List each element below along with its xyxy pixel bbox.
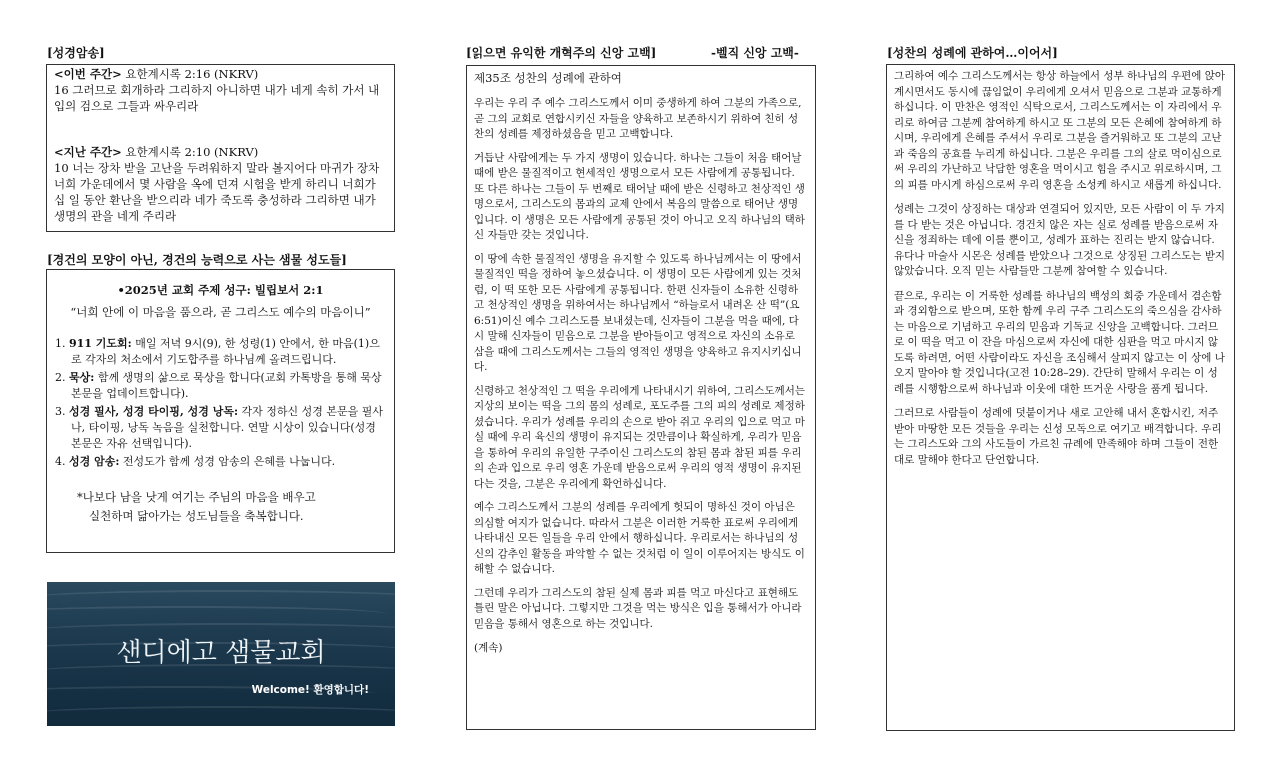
creed-paragraph: 그런데 우리가 그리스도의 참된 실제 몸과 피를 먹고 마신다고 표현해도 틀린 말은 아닙니다. 그렇지만 그것을 먹는 방식은 입을 통해서가 아니라 믿음을 통해서 영혼으로 하는 것입니다.	[474, 586, 802, 630]
creed-heading-right: -벨직 신앙 고백-	[711, 46, 799, 60]
item-text: 전성도가 함께 성경 암송의 은혜를 나눕니다.	[122, 455, 336, 468]
closing-line-2: 실천하며 닮아가는 성도님들을 축복합니다.	[89, 509, 304, 523]
welcome-text: Welcome! 환영합니다!	[251, 684, 369, 696]
item-text: 함께 생명의 삶으로 묵상을 합니다(교회 카톡방을 통해 묵상 본문을 업데이트합니다).	[71, 371, 382, 400]
memory-verse-box	[46, 64, 395, 232]
last-week-label: <지난 주간>	[54, 145, 122, 159]
creed-paragraph: 신령하고 천상적인 그 떡을 우리에게 나타내시기 위하여, 그리스도께서는 지상의 보이는 떡을 그의 몸의 성례로, 포도주를 그의 피의 성례로 제정하셨습니다. 우리가 성례를 우리의 손으로 받아 쥐고 우리의 입으로 먹고 마실 때에 우리 육신의 생명이 유지되는 것만큼이나 확실하게, 우리가 믿음을 통하여 우리의 유일한 구주이신 그리스도의 참된 몸과 참된 피를 우리의 손과 입으로 우리 영혼 가운데 받음으로써 우리의 영적 생명이 유지된다는 것을, 그분은 우리에게 확언하십니다.	[474, 384, 805, 490]
creed-paragraph: 거듭난 사람에게는 두 가지 생명이 있습니다. 하나는 그들이 처음 태어날 때에 받은 물질적이고 현세적인 생명으로서 모든 사람에게 공통됩니다. 또 다른 하나는 그들이 두 번째로 태어날 때에 받은 신령하고 천상적인 생명으로서, 그리스도의 몸과의 교제 안에서 복음의 말씀으로 태어난 생명입니다. 이 생명은 모든 사람에게 공통된 것이 아니고 오직 하나님의 택하신 자들만 갖는 것입니다.	[474, 151, 805, 241]
this-week-ref: 요한계시록 2:16 (NKRV)	[125, 67, 259, 81]
closing-blessing	[77, 488, 386, 526]
continuation-box	[886, 64, 1235, 731]
continuation-paragraph: 그리하여 예수 그리스도께서는 항상 하늘에서 성부 하나님의 우편에 앉아 계시면서도 동시에 끊임없이 우리에게 오셔서 믿음으로 그분과 교통하게 하십니다. 이 만찬은 영적인 식탁으로서, 그리스도께서는 이 자리에서 우리로 하여금 그분께 참여하게 하시고 또 그분의 모든 은혜에 참여하게 하시며, 우리에게 은혜를 주셔서 우리로 그분을 즐거워하고 또 그분의 고난과 죽음의 공효를 누리게 하십니다. 그분은 우리를 그의 살로 먹이심으로써 우리의 가난하고 낙담한 영혼을 먹이시고 힘을 주시고 위로하시며, 그의 피를 마시게 하심으로써 우리 영혼을 소성케 하시고 새롭게 하십니다.	[894, 70, 1225, 191]
list-item	[55, 454, 386, 470]
item-text: 매일 저녁 9시(9), 한 성령(1) 안에서, 한 마음(1)으로 각자의 처소에서 기도합주를 하나님께 올려드립니다.	[71, 337, 380, 366]
last-week-text: 10 너는 장차 받을 고난을 두려워하지 말라 볼지어다 마귀가 장차 너희 가운데에서 몇 사람을 옥에 던져 시험을 받게 하리니 너희가 십 일 동안 환난을 받으리라 네가 죽도록 충성하라 그리하면 내가 생명의 관을 네게 주리라	[54, 161, 380, 223]
continuation-paragraph: 그러므로 사람들이 성례에 덧붙이거나 새로 고안해 내서 혼합시킨, 저주받아 마땅한 모든 것들을 우리는 신성 모독으로 여기고 배격합니다. 우리는 그리스도와 그의 사도들이 가르친 규례에 만족해야 하며 그들이 전한 대로 말해야 한다고 단언합니다.	[894, 407, 1222, 466]
item-number: 4.	[55, 455, 66, 468]
saints-heading: [경건의 모양이 아닌, 경건의 능력으로 사는 샘물 성도들]	[47, 253, 347, 267]
closing-line-1: *나보다 남을 낫게 여기는 주님의 마음을 배우고	[77, 490, 316, 504]
continued-note: (계속)	[474, 642, 503, 654]
this-week-label: <이번 주간>	[54, 67, 122, 81]
item-title: 911 기도회:	[69, 337, 132, 350]
item-title: 묵상:	[69, 371, 95, 384]
article-title: 제35조 성찬의 성례에 관하여	[474, 71, 622, 85]
creed-paragraph: 우리는 우리 주 예수 그리스도께서 이미 중생하게 하여 그분의 가족으로, 곧 그의 교회로 연합시키신 자들을 양육하고 보존하시기 위하여 친히 성찬의 성례를 제정하셨음을 믿고 고백합니다.	[474, 97, 802, 140]
saints-box	[46, 269, 395, 553]
practice-list	[55, 336, 386, 470]
theme-verse: “너희 안에 이 마음을 품으라, 곧 그리스도 예수의 마음이니”	[70, 305, 371, 319]
creed-paragraph: 예수 그리스도께서 그분의 성례를 우리에게 헛되이 명하신 것이 아님은 의심할 여지가 없습니다. 따라서 그분은 이러한 거룩한 표로써 우리에게 나타내신 모든 일들을 우리 안에서 행하십니다. 우리로서는 하나님의 성신의 감추인 활동을 파악할 수 없는 것처럼 이 일이 이루어지는 방식도 이해할 수 없습니다.	[474, 501, 805, 575]
item-text: 각자 정하신 성경 본문을 필사나, 타이핑, 낭독 녹음을 실천합니다. 연말 시상이 있습니다(성경 본문은 자유 선택입니다).	[71, 405, 384, 450]
creed-box	[466, 65, 816, 730]
list-item	[55, 336, 386, 368]
continuation-heading: [성찬의 성례에 관하여…이어서]	[887, 46, 1058, 60]
creed-paragraph: 이 땅에 속한 물질적인 생명을 유지할 수 있도록 하나님께서는 이 땅에서 물질적인 떡을 정하여 놓으셨습니다. 이 생명이 모든 사람에게 있는 것처럼, 이 떡 또한 모든 사람에게 공통됩니다. 한편 신자들이 소유한 신령하고 천상적인 생명을 위하여서는 하나님께서 “하늘로서 내려온 산 떡”(요 6:51)이신 예수 그리스도를 보내셨는데, 신자들이 그분을 먹을 때에, 다시 말해 신자들이 믿음으로 그분을 받아들이고 영적으로 자신의 소유로 삼을 때에 그리스도께서는 그들의 영적인 생명을 양육하고 유지시키십니다.	[474, 252, 802, 373]
church-banner	[47, 582, 395, 726]
item-title: 성경 필사, 성경 타이핑, 성경 낭독:	[69, 405, 239, 418]
item-number: 1.	[55, 337, 66, 350]
item-number: 2.	[55, 371, 66, 384]
creed-heading: [읽으면 유익한 개혁주의 신앙 고백]	[466, 46, 657, 60]
last-week-ref: 요한계시록 2:10 (NKRV)	[125, 145, 259, 159]
memory-heading: [성경암송]	[47, 46, 105, 60]
continuation-paragraph: 끝으로, 우리는 이 거룩한 성례를 하나님의 백성의 회중 가운데서 겸손함과 경외함으로 받으며, 또한 함께 우리 구주 그리스도의 죽으심을 감사하는 마음으로 기념하고 우리의 믿음과 기독교 신앙을 고백합니다. 그러므로 이 떡을 먹고 이 잔을 마심으로써 자신에 대한 심판을 먹고 마시지 않도록 하려면, 어떤 사람이라도 자신을 조심해서 살피지 않고는 이 상에 나오지 말아야 할 것입니다(고전 10:28–29). 간단히 말해서 우리는 이 성례를 시행함으로써 하나님과 이웃에 대한 뜨거운 사랑을 품게 됩니다.	[894, 289, 1225, 395]
church-theme: •2025년 교회 주제 성구: 빌립보서 2:1	[117, 283, 324, 297]
church-name: 샌디에고 샘물교회	[116, 638, 326, 668]
item-title: 성경 암송:	[69, 455, 120, 468]
this-week-verse	[54, 66, 387, 82]
list-item	[55, 404, 386, 452]
continuation-paragraph: 성례는 그것이 상징하는 대상과 연결되어 있지만, 모든 사람이 이 두 가지를 다 받는 것은 아닙니다. 경건치 않은 자는 실로 성례를 받음으로써 자신을 정죄하는 데에 이를 뿐이고, 성례가 표하는 진리는 받지 않습니다. 유다나 마술사 시몬은 성례를 받았으나 그것으로 상징된 그리스도는 받지 않았습니다. 오직 믿는 사람들만 그분께 참여할 수 있습니다.	[894, 203, 1225, 277]
last-week-verse	[54, 144, 387, 160]
item-number: 3.	[55, 405, 66, 418]
list-item	[55, 370, 386, 402]
this-week-text: 16 그러므로 회개하라 그리하지 아니하면 내가 네게 속히 가서 내 입의 검으로 그들과 싸우리라	[54, 83, 380, 113]
